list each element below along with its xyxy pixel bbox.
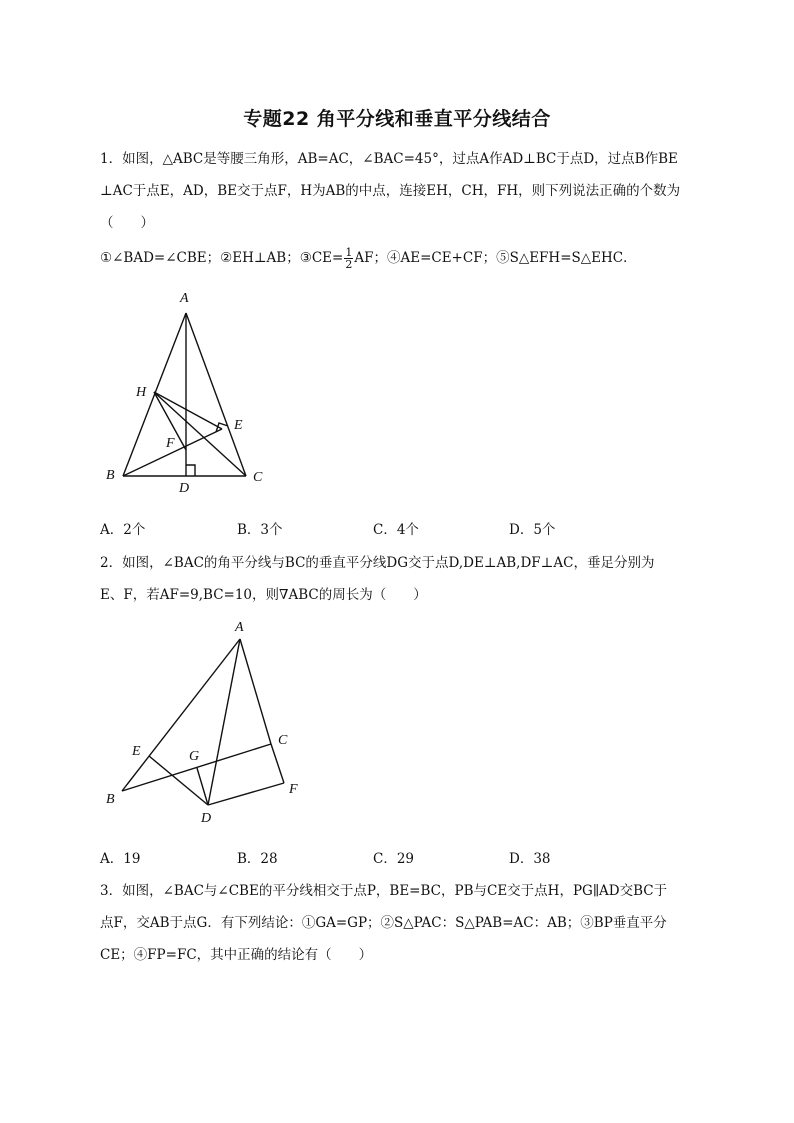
q1-label-b: B [106, 468, 115, 483]
q2-option-a[interactable]: A．19 [100, 851, 141, 867]
q1-line-3: （ ） [100, 215, 154, 231]
q1-option-a[interactable]: A．2个 [100, 522, 146, 538]
q3-line-3: CE；④FP=FC，其中正确的结论有（ ） [100, 947, 373, 963]
q1-statements [100, 246, 700, 270]
q2-option-c[interactable]: C．29 [373, 851, 415, 867]
q2-segment-ab [122, 639, 240, 791]
q3-line-1: 3．如图，∠BAC与∠CBE的平分线相交于点P，BE=BC，PB与CE交于点H，PG∥AD交BC于 [100, 883, 668, 899]
q1-figure [100, 285, 300, 500]
q2-label-b: B [106, 792, 115, 807]
q2-segment-ad [208, 639, 240, 805]
q1-segment-hc [154, 392, 246, 476]
q1-option-c[interactable]: C．4个 [373, 522, 419, 538]
page-title: 专题22 角平分线和垂直平分线结合 [243, 108, 551, 130]
q2-segment-de [149, 756, 208, 805]
q2-label-d: D [201, 811, 212, 826]
q2-label-g: G [189, 749, 200, 764]
q2-segment-cf [271, 744, 284, 783]
q2-option-b[interactable]: B．28 [237, 851, 278, 867]
q1-statements-part-b: AF；④AE=CE+CF；⑤S△EFH=S△EHC． [354, 250, 637, 266]
q1-statements-part-a: ①∠BAD=∠CBE；②EH⊥AB；③CE= [100, 250, 344, 266]
q1-line-1: 1．如图，△ABC是等腰三角形，AB=AC，∠BAC=45°，过点A作AD⊥BC于点D，过点B作BE [100, 151, 678, 167]
q1-label-c: C [253, 470, 263, 485]
q3-line-2: 点F，交AB于点G．有下列结论：①GA=GP；②S△PAC：S△PAB=AC：AB；③BP垂直平分 [100, 915, 667, 931]
q2-label-f: F [289, 782, 298, 797]
q2-line-2: E、F，若AF=9,BC=10，则∇ABC的周长为（ ） [100, 587, 427, 603]
q1-label-d: D [179, 481, 190, 496]
q2-segment-df [208, 783, 284, 805]
q1-label-e: E [234, 418, 243, 433]
q1-label-h: H [136, 385, 147, 400]
q1-segment-ab [123, 313, 186, 476]
q1-option-d[interactable]: D．5个 [509, 522, 556, 538]
q2-figure [100, 615, 320, 830]
q1-segment-ac [186, 313, 246, 476]
q1-fraction-denominator: 2 [345, 258, 353, 271]
q1-label-a: A [180, 291, 189, 306]
q2-option-d[interactable]: D．38 [509, 851, 551, 867]
q1-right-angle-d [186, 465, 195, 476]
q1-label-f: F [166, 436, 175, 451]
q1-fraction [344, 247, 353, 270]
q2-line-1: 2．如图，∠BAC的角平分线与BC的垂直平分线DG交于点D,DE⊥AB,DF⊥AC，垂足分别为 [100, 555, 655, 571]
q1-fraction-numerator: 1 [345, 246, 353, 259]
q2-label-a: A [235, 620, 244, 635]
q2-label-c: C [278, 733, 288, 748]
q2-segment-gd [197, 768, 208, 805]
q2-label-e: E [132, 744, 141, 759]
q1-option-b[interactable]: B．3个 [237, 522, 283, 538]
q2-segment-ac [240, 639, 271, 744]
q1-line-2: ⊥AC于点E，AD，BE交于点F，H为AB的中点，连接EH，CH，FH，则下列说法正确的个数为 [100, 183, 681, 199]
